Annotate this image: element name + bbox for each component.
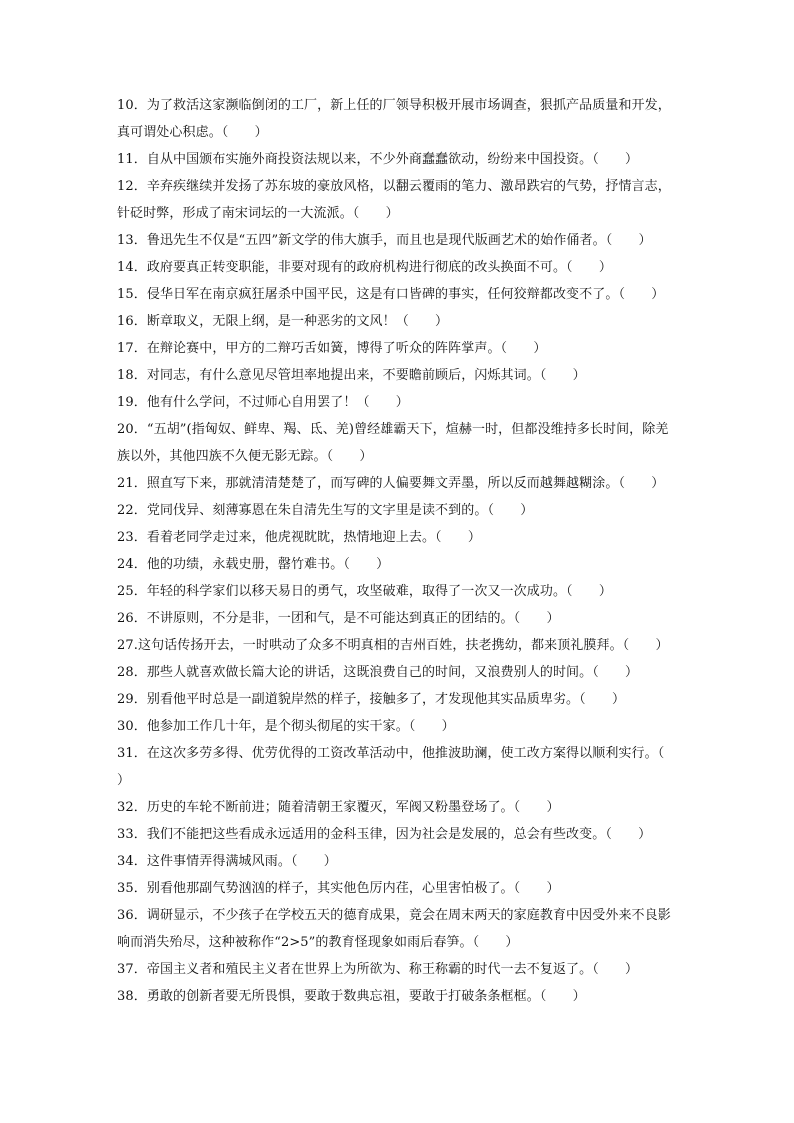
list-item: 15．侵华日军在南京疯狂屠杀中国平民，这是有口皆碑的事实，任何狡辩都改变不了。（ ） (117, 287, 665, 302)
list-item: 28．那些人就喜欢做长篇大论的讲话，这既浪费自己的时间，又浪费别人的时间。（ ） (117, 665, 639, 680)
list-item: 25．年轻的科学家们以移天易日的勇气，攻坚破难，取得了一次又一次成功。（ ） (117, 584, 612, 599)
list-item: 10．为了救活这家濒临倒闭的工厂，新上任的厂领导积极开展市场调查，狠抓产品质量和开发，真可谓处心积虑。（ ） (117, 98, 671, 140)
list-item: 24．他的功绩，永载史册，罄竹难书。（ ） (117, 557, 390, 572)
question-list (117, 92, 691, 1010)
list-item: 12．辛弃疾继续并发扬了苏东坡的豪放风格，以翻云覆雨的笔力、激昂跌宕的气势，抒情言志，针砭时弊，形成了南宋词坛的一大流派。（ ） (117, 179, 671, 221)
list-item: 37．帝国主义者和殖民主义者在世界上为所欲为、称王称霸的时代一去不复返了。（ ） (117, 962, 639, 977)
list-item: 27.这句话传扬开去，一时哄动了众多不明真相的吉州百姓，扶老携幼，都来顶礼膜拜。（ ） (117, 638, 669, 653)
list-item: 23．看着老同学走过来，他虎视眈眈，热情地迎上去。（ ） (117, 530, 481, 545)
list-item: 38．勇敢的创新者要无所畏惧，要敢于数典忘祖，要敢于打破条条框框。（ ） (117, 989, 586, 1004)
list-item: 13．鲁迅先生不仅是“五四”新文学的伟大旗手，而且也是现代版画艺术的始作俑者。（ ） (117, 233, 652, 248)
list-item: 17．在辩论赛中，甲方的二辩巧舌如簧，博得了听众的阵阵掌声。（ ） (117, 341, 547, 356)
list-item: 32．历史的车轮不断前进；随着清朝王家覆灭，军阀又粉墨登场了。（ ） (117, 800, 560, 815)
list-item: 11．自从中国颁布实施外商投资法规以来，不少外商蠢蠢欲动，纷纷来中国投资。（ ） (117, 152, 639, 167)
list-item: 35．别看他那副气势汹汹的样子，其实他色厉内荏，心里害怕极了。（ ） (117, 881, 560, 896)
list-item: 26．不讲原则，不分是非，一团和气，是不可能达到真正的团结的。（ ） (117, 611, 560, 626)
list-item: 34．这件事情弄得满城风雨。（ ） (117, 854, 337, 869)
list-item: 22．党同伐异、刻薄寡恩在朱自清先生写的文字里是读不到的。（ ） (117, 503, 534, 518)
list-item: 33．我们不能把这些看成永远适用的金科玉律，因为社会是发展的，总会有些改变。（ ） (117, 827, 652, 842)
list-item: 29．别看他平时总是一副道貌岸然的样子，接触多了，才发现他其实品质卑劣。（ ） (117, 692, 626, 707)
list-item: 36．调研显示，不少孩子在学校五天的德育成果，竟会在周末两天的家庭教育中因受外来不良影响而消失殆尽，这种被称作“2>5”的教育怪现象如雨后春笋。（ ） (117, 908, 671, 950)
list-item: 20．“五胡”(指匈奴、鲜卑、羯、氐、羌)曾经雄霸天下，煊赫一时，但都没维持多长时间，除羌族以外，其他四族不久便无影无踪。（ ） (117, 422, 669, 464)
list-item: 30．他参加工作几十年，是个彻头彻尾的实干家。（ ） (117, 719, 455, 734)
list-item: 21．照直写下来，那就清清楚楚了，而写碑的人偏要舞文弄墨，所以反而越舞越糊涂。（ ） (117, 476, 665, 491)
list-item: 19．他有什么学问，不过师心自用罢了！（ ） (117, 395, 409, 410)
list-item: 16．断章取义，无限上纲，是一种恶劣的文风！（ ） (117, 314, 449, 329)
list-item: 18．对同志，有什么意见尽管坦率地提出来，不要瞻前顾后，闪烁其词。（ ） (117, 368, 586, 383)
list-item: 31．在这次多劳多得、优劳优得的工资改革活动中，他推波助澜，使工改方案得以顺利实行。（ ） (117, 746, 691, 788)
list-item: 14．政府要真正转变职能，非要对现有的政府机构进行彻底的改头换面不可。（ ） (117, 260, 612, 275)
